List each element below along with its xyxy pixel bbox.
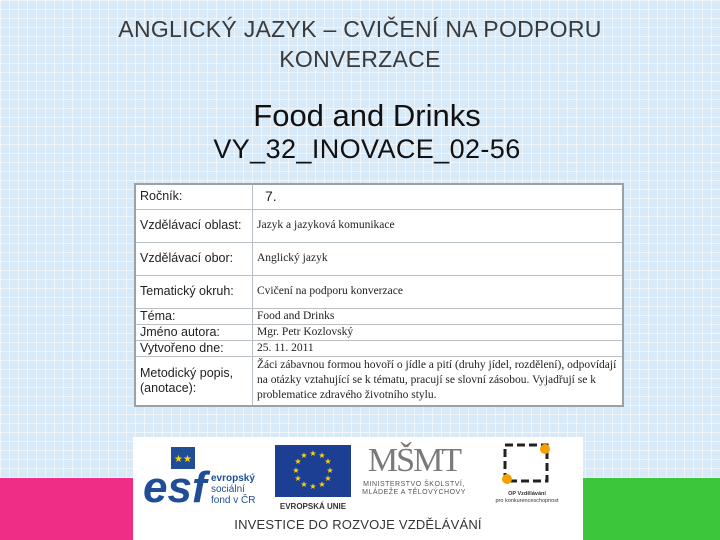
msmt-caption-line1: MINISTERSTVO ŠKOLSTVÍ, bbox=[363, 481, 465, 488]
svg-text:★: ★ bbox=[318, 451, 326, 460]
footer-slogan: INVESTICE DO ROZVOJE VZDĚLÁVÁNÍ bbox=[234, 517, 482, 532]
svg-text:★: ★ bbox=[309, 449, 317, 458]
table-row bbox=[135, 356, 623, 406]
row-label: Ročník: bbox=[135, 184, 253, 209]
row-value: Cvičení na podporu konverzace bbox=[253, 275, 624, 308]
op-caption bbox=[483, 491, 571, 504]
svg-text:★: ★ bbox=[300, 480, 308, 489]
table-row bbox=[135, 340, 623, 356]
op-emblem-icon bbox=[497, 441, 557, 487]
row-value: Anglický jazyk bbox=[253, 242, 624, 275]
course-header-line1: ANGLICKÝ JAZYK – CVIČENÍ NA PODPORU bbox=[118, 16, 602, 42]
eu-caption: EVROPSKÁ UNIE bbox=[279, 502, 347, 511]
info-table bbox=[134, 183, 624, 407]
svg-text:★: ★ bbox=[294, 457, 302, 466]
row-label: Jméno autora: bbox=[135, 324, 253, 340]
row-value: Jazyk a jazyková komunikace bbox=[253, 209, 624, 242]
green-accent-bar bbox=[583, 478, 720, 540]
table-row bbox=[135, 275, 623, 308]
table-row bbox=[135, 209, 623, 242]
msmt-wordmark: MŠMT bbox=[367, 442, 461, 479]
row-value: Food and Drinks bbox=[253, 308, 624, 324]
eu-flag-icon bbox=[275, 445, 351, 497]
svg-text:★: ★ bbox=[309, 482, 317, 491]
row-label: Tematický okruh: bbox=[135, 275, 253, 308]
svg-text:★: ★ bbox=[326, 466, 334, 475]
row-label: Vytvořeno dne: bbox=[135, 340, 253, 356]
svg-text:★: ★ bbox=[324, 474, 332, 483]
op-logo bbox=[483, 441, 571, 513]
course-header bbox=[60, 14, 660, 74]
table-row bbox=[135, 308, 623, 324]
material-code: VY_32_INOVACE_02-56 bbox=[213, 134, 521, 164]
row-label: Metodický popis, (anotace): bbox=[135, 356, 253, 406]
svg-text:★★: ★★ bbox=[174, 454, 192, 465]
row-value: Mgr. Petr Kozlovský bbox=[253, 324, 624, 340]
eu-logo bbox=[275, 445, 351, 515]
logo-banner bbox=[133, 437, 583, 540]
svg-text:★: ★ bbox=[300, 451, 308, 460]
op-caption-line1: OP Vzdělávání bbox=[508, 491, 546, 497]
row-value: 7. bbox=[253, 184, 624, 209]
esf-caption-line2: sociální bbox=[211, 484, 245, 495]
esf-caption-line3: fond v ČR bbox=[211, 495, 256, 506]
esf-caption bbox=[211, 473, 255, 506]
msmt-caption-line2: MLÁDEŽE A TĚLOVÝCHOVY bbox=[362, 489, 466, 496]
esf-logo bbox=[143, 443, 263, 513]
svg-text:★: ★ bbox=[292, 466, 300, 475]
row-value: 25. 11. 2011 bbox=[253, 340, 624, 356]
svg-text:★: ★ bbox=[324, 457, 332, 466]
svg-text:★: ★ bbox=[318, 480, 326, 489]
row-label: Vzdělávací oblast: bbox=[135, 209, 253, 242]
row-label: Vzdělávací obor: bbox=[135, 242, 253, 275]
table-row bbox=[135, 324, 623, 340]
svg-text:★: ★ bbox=[294, 474, 302, 483]
op-caption-line2: pro konkurenceschopnost bbox=[495, 497, 559, 504]
msmt-logo bbox=[359, 441, 469, 513]
course-header-line2: KONVERZACE bbox=[279, 46, 441, 72]
page-title: Food and Drinks bbox=[253, 98, 481, 133]
esf-wordmark: esf bbox=[143, 463, 207, 512]
table-row bbox=[135, 242, 623, 275]
row-label: Téma: bbox=[135, 308, 253, 324]
row-value: Žáci zábavnou formou hovoří o jídle a pití (druhy jídel, rozdělení), odpovídají na otázky vztahující se k tématu, pracují se slovní zásobou. Vyjadřují se k problematice zdravého životního stylu. bbox=[253, 356, 624, 406]
pink-accent-bar bbox=[0, 478, 133, 540]
esf-caption-line1: evropský bbox=[211, 473, 255, 484]
msmt-caption bbox=[359, 481, 469, 497]
table-row bbox=[135, 184, 623, 209]
